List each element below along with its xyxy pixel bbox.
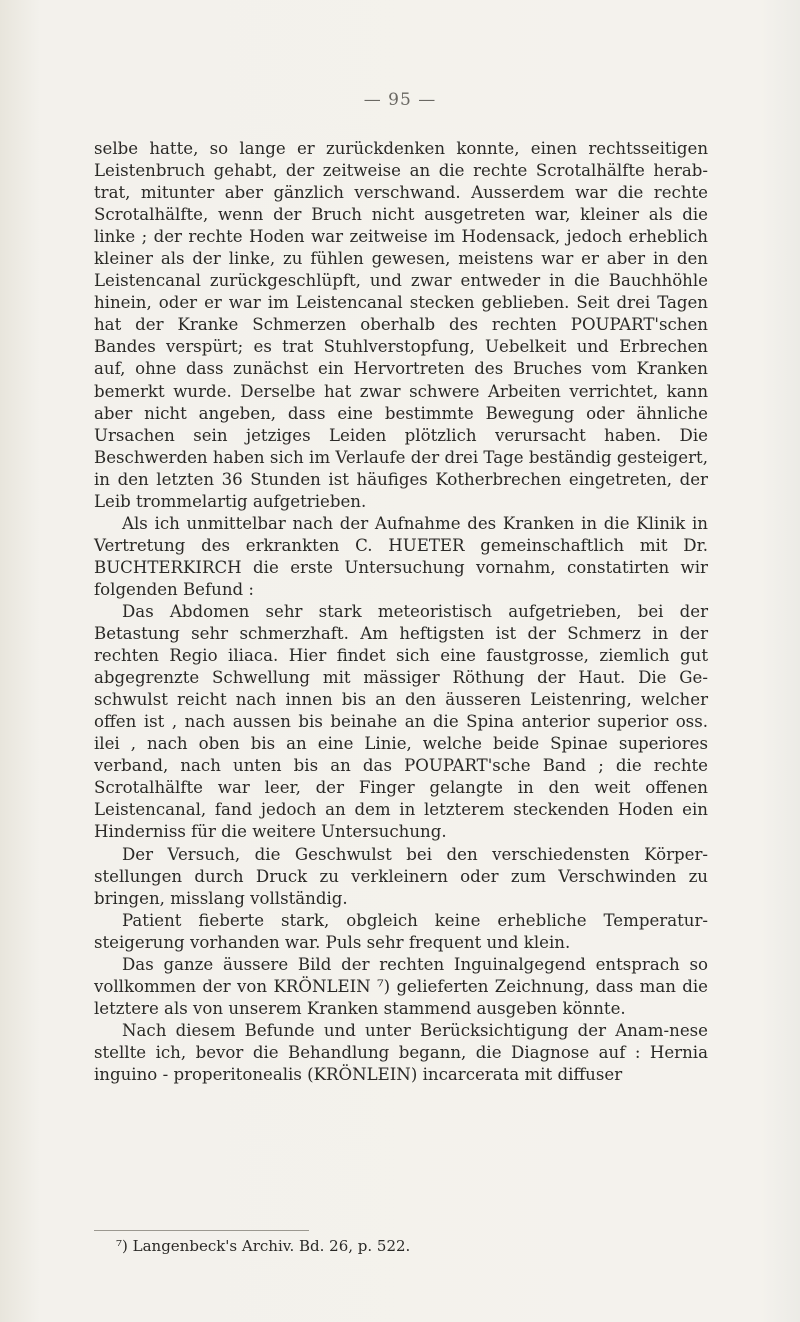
paragraph-2: Als ich unmittelbar nach der Aufnahme des Kranken in die Klinik in Vertretung des erkrankten C. HUETER gemeinschaftlich mit Dr. BUCHTERKIRCH die erste Untersuchung vornahm, constatirten wir folgenden Befund : [94,513,708,599]
paragraph-3: Das Abdomen sehr stark meteoristisch aufgetrieben, bei der Betastung sehr schmerzhaft. Am heftigsten ist der Schmerz in der rechten Regio iliaca. Hier findet sich eine faustgrosse, ziemlich gut abgegrenzte Schwellung mit mässiger Röthung der Haut. Die Ge-schwulst reicht nach innen bis an den äusseren Leistenring, welcher offen ist , nach aussen bis beinahe an die Spina anterior superior oss. ilei , nach oben bis an eine Linie, welche beide Spinae superiores verband, nach unten bis an das POUPART'sche Band ; die rechte Scrotalhälfte war leer, der Finger gelangte in den weit offenen Leistencanal, fand jedoch an dem in letzterem steckenden Hoden ein Hinderniss für die weitere Untersuchung. [94,601,708,842]
page-number: — 95 — [363,90,437,110]
body-text [94,138,708,1086]
paragraph-1: selbe hatte, so lange er zurückdenken konnte, einen rechtsseitigen Leistenbruch gehabt, der zeitweise an die rechte Scrotalhälfte herab-trat, mitunter aber gänzlich verschwand. Ausserdem war die rechte Scrotalhälfte, wenn der Bruch nicht ausgetreten war, kleiner als die linke ; der rechte Hoden war zeitweise im Hodensack, jedoch erheblich kleiner als der linke, zu fühlen gewesen, meistens war er aber in den Leistencanal zurückgeschlüpft, und zwar entweder in die Bauchhöhle hinein, oder er war im Leistencanal stecken geblieben. Seit drei Tagen hat der Kranke Schmerzen oberhalb des rechten POUPART'schen Bandes verspürt; es trat Stuhlverstopfung, Uebelkeit und Erbrechen auf, ohne dass zunächst ein Hervortreten des Bruches vom Kranken bemerkt wurde. Derselbe hat zwar schwere Arbeiten verrichtet, kann aber nicht angeben, dass eine bestimmte Bewegung oder ähnliche Ursachen sein jetziges Leiden plötzlich verursacht haben. Die Beschwerden haben sich im Verlaufe der drei Tage beständig gesteigert, in den letzten 36 Stunden ist häufiges Kotherbrechen eingetreten, der Leib trommelartig aufgetrieben. [94,139,708,511]
paragraph-7: Nach diesem Befunde und unter Berücksichtigung der Anam-nese stellte ich, bevor die Behandlung begann, die Diagnose auf : Hernia inguino - properitonealis (KRÖNLEIN) incarcerata mit diffuser [94,1020,708,1084]
paragraph-6: Das ganze äussere Bild der rechten Inguinalgegend entsprach so vollkommen der von KRÖNLEIN ⁷) gelieferten Zeichnung, dass man die letztere als von unserem Kranken stammend ausgeben könnte. [94,954,708,1018]
footnote-divider [94,1230,309,1231]
footnote: ⁷) Langenbeck's Archiv. Bd. 26, p. 522. [116,1237,411,1255]
paragraph-5: Patient fieberte stark, obgleich keine erhebliche Temperatur-steigerung vorhanden war. Puls sehr frequent und klein. [94,910,708,952]
paragraph-4: Der Versuch, die Geschwulst bei den verschiedensten Körper-stellungen durch Druck zu verkleinern oder zum Verschwinden zu bringen, misslang vollständig. [94,844,708,908]
